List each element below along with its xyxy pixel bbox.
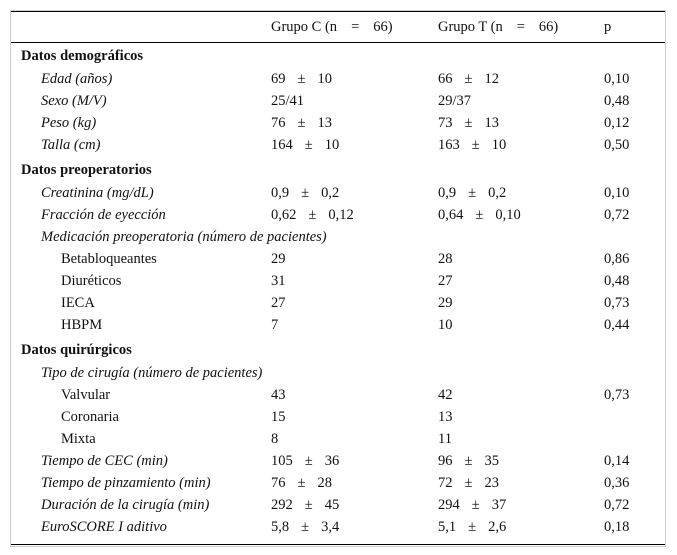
grupo-t-value: 0,64 ± 0,10: [438, 207, 521, 223]
row-label: Coronaria: [61, 409, 119, 425]
row-label: Tiempo de pinzamiento (min): [41, 475, 211, 491]
grupo-t-value: 42: [438, 387, 453, 403]
grupo-c-value: 0,62 ± 0,12: [271, 207, 354, 223]
table-row: [11, 314, 665, 336]
table-row: [11, 182, 665, 204]
table-row: [11, 134, 665, 156]
row-label: IECA: [61, 295, 95, 311]
grupo-c-value: 0,9 ± 0,2: [271, 185, 340, 201]
table-top-rule: [11, 11, 665, 12]
grupo-c-value: 164 ± 10: [271, 137, 340, 153]
table-row: [11, 362, 665, 384]
p-value: 0,18: [604, 519, 630, 535]
p-value: 0,72: [604, 497, 630, 513]
p-value: 0,50: [604, 137, 630, 153]
grupo-c-value: 7: [271, 317, 279, 333]
table-row: [11, 248, 665, 270]
row-label: Peso (kg): [41, 115, 97, 131]
grupo-t-value: 28: [438, 251, 453, 267]
p-value: 0,73: [604, 295, 630, 311]
row-label: Medicación preoperatoria (número de pacientes): [41, 229, 327, 245]
section-title: Datos demográficos: [21, 48, 144, 64]
row-label: Sexo (M/V): [41, 93, 107, 109]
header-row: [11, 16, 665, 38]
table-row: [11, 292, 665, 314]
header-rule: [11, 42, 665, 43]
p-value: 0,48: [604, 93, 630, 109]
grupo-t-value: 29/37: [438, 93, 472, 109]
table-row: [11, 112, 665, 134]
header-grupo-c: Grupo C (n = 66): [271, 19, 393, 35]
grupo-c-value: 69 ± 10: [271, 71, 332, 87]
table-row: [11, 90, 665, 112]
grupo-c-value: 29: [271, 251, 286, 267]
row-label: HBPM: [61, 317, 103, 333]
row-label: Betabloqueantes: [61, 251, 157, 267]
table-row: [11, 516, 665, 538]
grupo-t-value: 13: [438, 409, 453, 425]
section-title-row: [11, 45, 665, 67]
table-row: [11, 428, 665, 450]
grupo-t-value: 29: [438, 295, 453, 311]
p-value: 0,72: [604, 207, 630, 223]
table-row: [11, 450, 665, 472]
grupo-c-value: 15: [271, 409, 286, 425]
table-row: [11, 204, 665, 226]
row-label: Mixta: [61, 431, 96, 447]
grupo-c-value: 5,8 ± 3,4: [271, 519, 340, 535]
grupo-c-value: 8: [271, 431, 279, 447]
row-label: Creatinina (mg/dL): [41, 185, 154, 201]
section-title-row: [11, 159, 665, 181]
section-title-row: [11, 339, 665, 361]
row-label: Tipo de cirugía (número de pacientes): [41, 365, 263, 381]
table-row: [11, 68, 665, 90]
row-label: EuroSCORE I aditivo: [41, 519, 167, 535]
p-value: 0,10: [604, 71, 630, 87]
grupo-t-value: 11: [438, 431, 452, 447]
p-value: 0,44: [604, 317, 630, 333]
p-value: 0,14: [604, 453, 630, 469]
grupo-c-value: 76 ± 13: [271, 115, 332, 131]
section-title: Datos preoperatorios: [21, 162, 152, 178]
grupo-t-value: 72 ± 23: [438, 475, 499, 491]
table-bottom-rule: [11, 544, 665, 545]
grupo-t-value: 10: [438, 317, 453, 333]
row-label: Edad (años): [41, 71, 113, 87]
table-row: [11, 384, 665, 406]
row-label: Duración de la cirugía (min): [41, 497, 210, 513]
grupo-c-value: 105 ± 36: [271, 453, 340, 469]
grupo-c-value: 43: [271, 387, 286, 403]
row-label: Talla (cm): [41, 137, 101, 153]
grupo-t-value: 73 ± 13: [438, 115, 499, 131]
grupo-t-value: 27: [438, 273, 453, 289]
row-label: Diuréticos: [61, 273, 122, 289]
row-label: Fracción de eyección: [41, 207, 166, 223]
grupo-c-value: 292 ± 45: [271, 497, 340, 513]
header-p: p: [604, 19, 612, 35]
grupo-t-value: 5,1 ± 2,6: [438, 519, 507, 535]
grupo-t-value: 294 ± 37: [438, 497, 507, 513]
grupo-c-value: 27: [271, 295, 286, 311]
row-label: Valvular: [61, 387, 111, 403]
grupo-c-value: 76 ± 28: [271, 475, 332, 491]
header-grupo-t: Grupo T (n = 66): [438, 19, 559, 35]
table-row: [11, 406, 665, 428]
p-value: 0,48: [604, 273, 630, 289]
table-row: [11, 472, 665, 494]
table-row: [11, 226, 665, 248]
p-value: 0,10: [604, 185, 630, 201]
grupo-t-value: 96 ± 35: [438, 453, 499, 469]
grupo-c-value: 31: [271, 273, 286, 289]
grupo-t-value: 66 ± 12: [438, 71, 499, 87]
grupo-t-value: 0,9 ± 0,2: [438, 185, 507, 201]
p-value: 0,73: [604, 387, 630, 403]
table-row: [11, 494, 665, 516]
p-value: 0,86: [604, 251, 630, 267]
section-title: Datos quirúrgicos: [21, 342, 132, 358]
grupo-c-value: 25/41: [271, 93, 305, 109]
row-label: Tiempo de CEC (min): [41, 453, 168, 469]
p-value: 0,12: [604, 115, 630, 131]
p-value: 0,36: [604, 475, 630, 491]
table-row: [11, 270, 665, 292]
grupo-t-value: 163 ± 10: [438, 137, 507, 153]
